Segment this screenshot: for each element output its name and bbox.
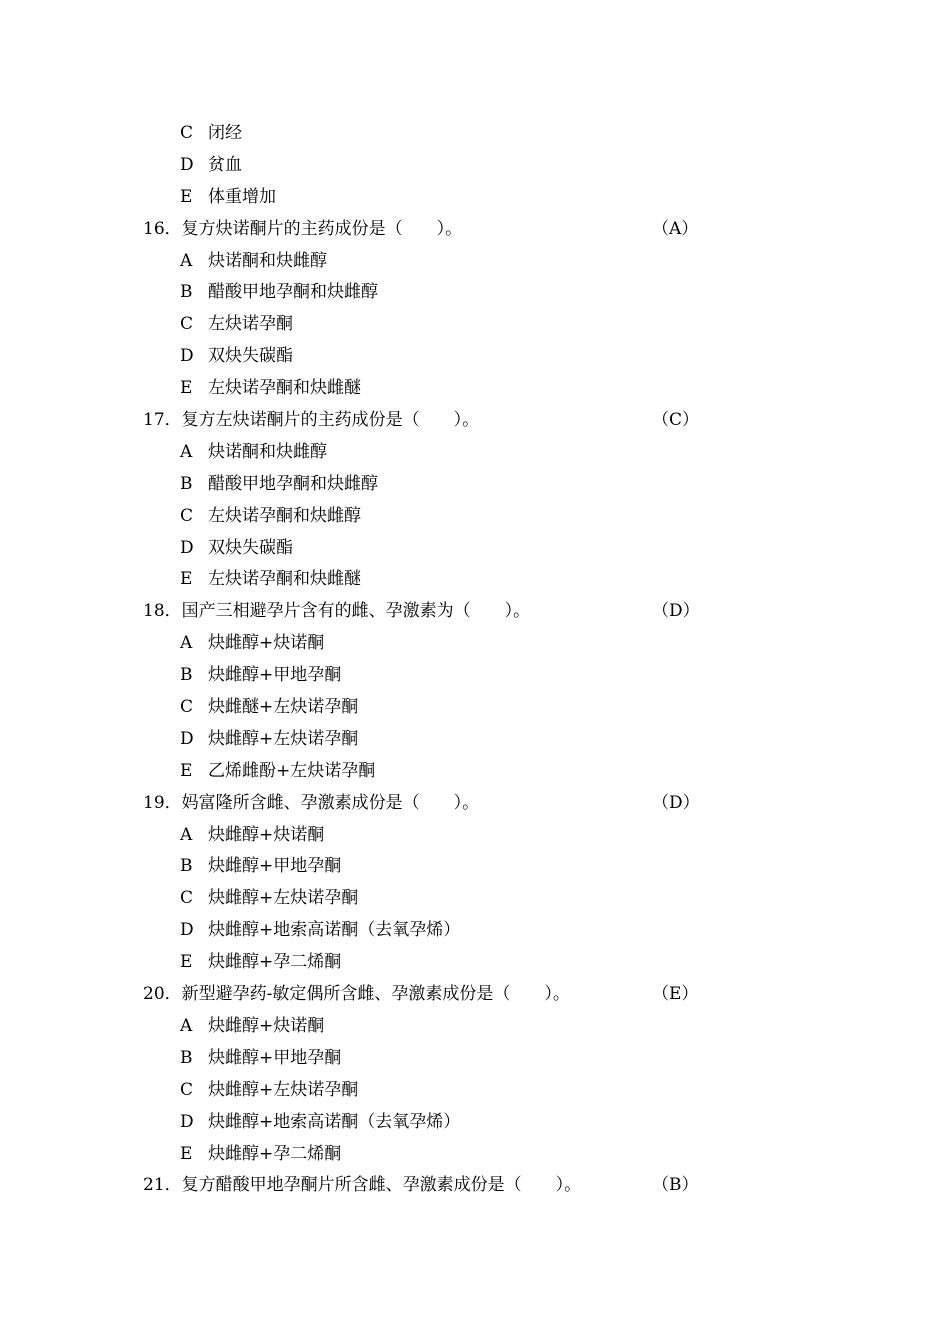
option-letter: C xyxy=(180,888,194,909)
option-letter: E xyxy=(180,378,193,399)
option-letter: C xyxy=(180,697,194,718)
option-text: 左炔诺孕酮和炔雌醚 xyxy=(208,569,361,590)
option-line xyxy=(0,660,950,692)
option-text: 炔雌醇+地索高诺酮（去氧孕烯） xyxy=(208,920,461,941)
answer-key: （D） xyxy=(652,601,700,622)
option-letter: A xyxy=(180,633,193,654)
option-text: 炔雌醇+孕二烯酮 xyxy=(208,952,342,973)
option-line xyxy=(0,564,950,596)
option-text: 炔雌醚+左炔诺孕酮 xyxy=(208,697,359,718)
option-letter: E xyxy=(180,186,193,207)
option-letter: B xyxy=(180,282,193,303)
option-line xyxy=(0,947,950,979)
option-letter: B xyxy=(180,856,193,877)
option-text: 炔雌醇+炔诺酮 xyxy=(208,1015,325,1036)
option-letter: B xyxy=(180,473,193,494)
option-letter: A xyxy=(180,250,193,271)
question-text: 21．复方醋酸甲地孕酮片所含雌、孕激素成份是（ ）。 xyxy=(143,1175,582,1196)
option-line xyxy=(0,150,950,182)
option-text: 体重增加 xyxy=(208,186,276,207)
option-line xyxy=(0,628,950,660)
option-line xyxy=(0,309,950,341)
question-line xyxy=(0,405,950,437)
question-text: 16．复方炔诺酮片的主药成份是（ ）。 xyxy=(143,218,463,239)
option-text: 炔雌醇+左炔诺孕酮 xyxy=(208,888,359,909)
option-text: 炔雌醇+孕二烯酮 xyxy=(208,1143,342,1164)
question-line xyxy=(0,1170,950,1202)
option-text: 炔雌醇+地索高诺酮（去氧孕烯） xyxy=(208,1111,461,1132)
option-letter: C xyxy=(180,123,194,143)
option-text: 醋酸甲地孕酮和炔雌醇 xyxy=(208,282,378,303)
option-line xyxy=(0,820,950,852)
option-line xyxy=(0,118,950,150)
option-line xyxy=(0,1043,950,1075)
option-text: 炔诺酮和炔雌醇 xyxy=(208,441,327,462)
option-text: 炔雌醇+甲地孕酮 xyxy=(208,856,342,877)
question-text: 18．国产三相避孕片含有的雌、孕激素为（ ）。 xyxy=(143,601,531,622)
option-line xyxy=(0,341,950,373)
answer-key: （C） xyxy=(652,410,700,431)
option-text: 炔雌醇+炔诺酮 xyxy=(208,824,325,845)
option-letter: D xyxy=(180,346,194,367)
option-text: 闭经 xyxy=(208,123,242,143)
question-text: 19．妈富隆所含雌、孕激素成份是（ ）。 xyxy=(143,792,480,813)
option-letter: C xyxy=(180,314,194,335)
option-text: 炔诺酮和炔雌醇 xyxy=(208,250,327,271)
option-text: 左炔诺孕酮和炔雌醚 xyxy=(208,378,361,399)
option-line xyxy=(0,533,950,565)
answer-key: （B） xyxy=(652,1175,699,1196)
question-text: 20．新型避孕药-敏定偶所含雌、孕激素成份是（ ）。 xyxy=(143,984,570,1005)
option-text: 乙烯雌酚+左炔诺孕酮 xyxy=(208,760,376,781)
option-letter: E xyxy=(180,760,193,781)
option-line xyxy=(0,692,950,724)
option-text: 炔雌醇+甲地孕酮 xyxy=(208,665,342,686)
answer-key: （A） xyxy=(652,218,699,239)
option-letter: A xyxy=(180,441,193,462)
option-text: 炔雌醇+甲地孕酮 xyxy=(208,1047,342,1068)
question-line xyxy=(0,596,950,628)
option-letter: E xyxy=(180,952,193,973)
option-line xyxy=(0,246,950,278)
option-text: 左炔诺孕酮 xyxy=(208,314,293,335)
option-text: 炔雌醇+炔诺酮 xyxy=(208,633,325,654)
question-text: 17．复方左炔诺酮片的主药成份是（ ）。 xyxy=(143,410,480,431)
document-page xyxy=(0,118,950,1202)
option-text: 左炔诺孕酮和炔雌醇 xyxy=(208,505,361,526)
option-text: 双炔失碳酯 xyxy=(208,537,293,558)
option-letter: D xyxy=(180,920,194,941)
option-letter: A xyxy=(180,1015,193,1036)
option-line xyxy=(0,883,950,915)
question-line xyxy=(0,979,950,1011)
option-line xyxy=(0,851,950,883)
option-letter: B xyxy=(180,1047,193,1068)
option-text: 醋酸甲地孕酮和炔雌醇 xyxy=(208,473,378,494)
question-line xyxy=(0,788,950,820)
option-line xyxy=(0,756,950,788)
option-letter: B xyxy=(180,665,193,686)
question-line xyxy=(0,214,950,246)
option-line xyxy=(0,437,950,469)
option-line xyxy=(0,277,950,309)
option-line xyxy=(0,501,950,533)
option-line xyxy=(0,915,950,947)
option-text: 炔雌醇+左炔诺孕酮 xyxy=(208,728,359,749)
option-letter: D xyxy=(180,537,194,558)
option-line xyxy=(0,724,950,756)
answer-key: （D） xyxy=(652,792,700,813)
option-line xyxy=(0,469,950,501)
option-letter: D xyxy=(180,154,194,175)
option-line xyxy=(0,1011,950,1043)
option-letter: C xyxy=(180,1079,194,1100)
option-line xyxy=(0,1139,950,1171)
option-letter: A xyxy=(180,824,193,845)
option-letter: D xyxy=(180,728,194,749)
option-line xyxy=(0,1075,950,1107)
option-line xyxy=(0,182,950,214)
option-text: 双炔失碳酯 xyxy=(208,346,293,367)
option-letter: D xyxy=(180,1111,194,1132)
answer-key: （E） xyxy=(652,984,699,1005)
option-text: 炔雌醇+左炔诺孕酮 xyxy=(208,1079,359,1100)
option-letter: E xyxy=(180,1143,193,1164)
option-line xyxy=(0,373,950,405)
option-line xyxy=(0,1107,950,1139)
option-letter: C xyxy=(180,505,194,526)
option-text: 贫血 xyxy=(208,154,242,175)
option-letter: E xyxy=(180,569,193,590)
